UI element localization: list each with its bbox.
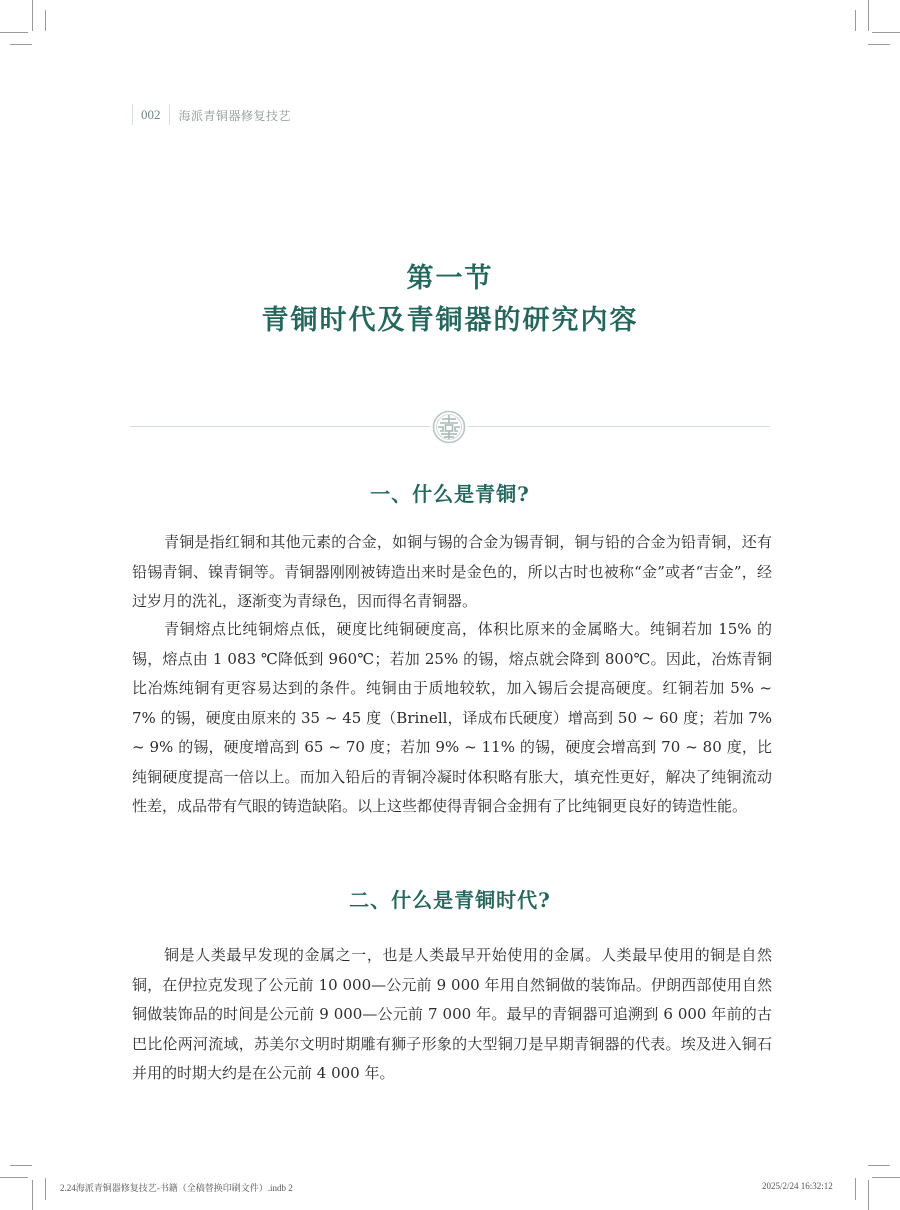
crop-mark [868,0,869,31]
crop-mark [0,32,28,33]
divider-line-left [130,426,430,427]
print-timestamp: 2025/2/24 16:32:12 [762,1181,833,1191]
book-title: 海派青铜器修复技艺 [178,108,292,123]
crop-mark [10,1165,32,1166]
paragraph: 青铜是指红铜和其他元素的合金，如铜与锡的合金为锡青铜，铜与铅的合金为铅青铜，还有铅锡青铜、镍青铜等。青铜器刚刚被铸造出来时是金色的，所以古时也被称“金”或者“吉金”，经过岁月的洗礼，逐渐变为青绿色，因而得名青铜器。 [132,533,772,610]
page-number: 002 [141,107,161,122]
paragraph: 铜是人类最早发现的金属之一，也是人类最早开始使用的金属。人类最早使用的铜是自然铜，在伊拉克发现了公元前 10 000—公元前 9 000 年用自然铜做的装饰品。伊朗西部使用自然铜做装饰品的时间是公元前 9 000—公元前 7 000 年。最早的青铜器可追溯到 6 000 年前的古巴比伦两河流域，苏美尔文明时期雕有狮子形象的大型铜刀是早期青铜器的代表。埃及进入铜石并用的时期大约是在公元前 4 000 年。 [132,946,772,1082]
running-header [132,104,291,126]
section-number: 第一节 [406,263,494,294]
subsection-heading: 二、什么是青铜时代? [349,888,551,912]
crop-mark [868,44,890,45]
print-file-name: 2.24海派青铜器修复技艺-书籍（全稿替换印刷文件）.indb 2 [60,1183,293,1193]
section-heading: 青铜时代及青铜器的研究内容 [261,305,639,336]
crop-mark [45,10,46,31]
crop-mark [0,1177,28,1178]
paragraph: 青铜熔点比纯铜熔点低，硬度比纯铜硬度高，体积比原来的金属略大。纯铜若加 15% 的锡，熔点由 1 083 ℃降低到 960℃；若加 25% 的锡，熔点就会降到 800℃。因此，冶炼青铜比冶炼纯铜有更容易达到的条件。纯铜由于质地较软，加入锡后会提高硬度。红铜若加 5% ~ 7% 的锡，硬度由原来的 35 ~ 45 度（Brinell，译成布氏硬度）增高到 50 ~ 60 度；若加 7% ~ 9% 的锡，硬度增高到 65 ~ 70 度；若加 9% ~ 11% 的锡，硬度会增高到 70 ~ 80 度，比纯铜硬度提高一倍以上。而加入铅后的青铜冷凝时体积略有胀大，填充性更好，解决了纯铜流动性差，成品带有气眼的铸造缺陷。以上这些都使得青铜合金拥有了比纯铜更良好的铸造性能。 [132,620,772,815]
crop-mark [868,1180,869,1210]
crop-mark [855,1178,856,1200]
crop-mark [45,1178,46,1200]
crop-mark [32,1180,33,1210]
crop-mark [32,0,33,31]
subsection-heading: 一、什么是青铜? [370,482,530,506]
divider-line-right [468,426,770,427]
crop-mark [872,32,900,33]
crop-mark [872,1177,900,1178]
crop-mark [868,1165,890,1166]
crop-mark [10,44,32,45]
crop-mark [855,10,856,31]
circular-shou-motif-icon [432,410,466,444]
